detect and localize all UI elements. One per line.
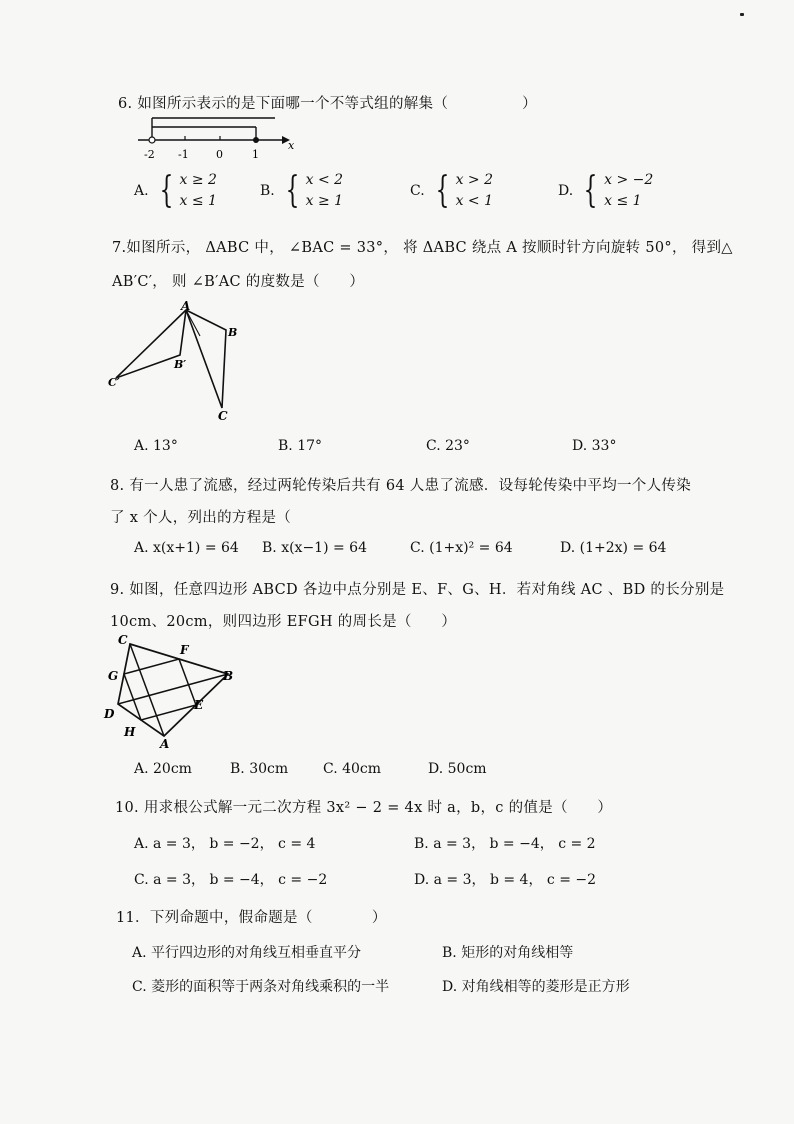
- label-d: D: [104, 707, 115, 721]
- q6-option-b[interactable]: [260, 170, 343, 212]
- q11-option-d[interactable]: D. 对角线相等的菱形是正方形: [442, 979, 630, 995]
- q10-option-b[interactable]: B. a = 3， b = −4， c = 2: [414, 836, 596, 852]
- q8-option-b[interactable]: B. x(x−1) = 64: [262, 540, 367, 556]
- q11-option-c[interactable]: C. 菱形的面积等于两条对角线乘积的一半: [132, 979, 390, 995]
- inequality: x > 2: [455, 172, 494, 188]
- q6-option-d[interactable]: [558, 170, 653, 212]
- q7-option-b[interactable]: B. 17°: [278, 438, 323, 454]
- q11-option-a[interactable]: A. 平行四边形的对角线互相垂直平分: [132, 945, 362, 961]
- option-label: B.: [260, 183, 275, 199]
- option-label: A.: [134, 183, 149, 199]
- q9-option-c[interactable]: C. 40cm: [323, 761, 382, 777]
- left-brace: {: [583, 170, 598, 211]
- label-g: G: [108, 669, 119, 683]
- label-b: B: [223, 669, 234, 683]
- label-b-prime: B′: [174, 358, 187, 371]
- inequality: x ≤ 1: [604, 193, 642, 209]
- q7-stem-line1: 7.如图所示， ΔABC 中， ∠BAC = 33°， 将 ΔABC 绕点 A 按顺时针方向旋转 50°， 得到△: [112, 240, 733, 256]
- open-point-minus2: [149, 137, 155, 143]
- q8-stem-line2: 了 x 个人，列出的方程是（: [110, 510, 292, 526]
- tick-label: -2: [144, 148, 155, 161]
- left-brace: {: [435, 170, 449, 211]
- q8-option-a[interactable]: A. x(x+1) = 64: [134, 540, 239, 556]
- tick-label: 0: [216, 148, 223, 161]
- left-brace: {: [285, 170, 300, 211]
- label-h: H: [124, 725, 136, 739]
- q7-option-d[interactable]: D. 33°: [572, 438, 617, 454]
- label-c: C: [218, 409, 228, 422]
- q7-stem-line2: AB′C′， 则 ∠B′AC 的度数是（ ）: [112, 274, 365, 290]
- q9-quadrilateral-figure: [100, 632, 245, 752]
- tick-label: 1: [252, 148, 259, 161]
- q6-option-a[interactable]: [134, 170, 217, 212]
- q7-option-a[interactable]: A. 13°: [134, 438, 178, 454]
- label-c: C: [118, 633, 128, 647]
- option-label: D.: [558, 183, 574, 199]
- q9-option-a[interactable]: A. 20cm: [134, 761, 192, 777]
- inequality: x ≤ 1: [179, 193, 217, 209]
- q9-stem-line2: 10cm、20cm，则四边形 EFGH 的周长是（ ）: [110, 614, 457, 630]
- axis-label-x: x: [288, 139, 295, 152]
- inequality: x ≥ 2: [179, 172, 217, 188]
- q8-option-d[interactable]: D. (1+2x) = 64: [560, 540, 667, 556]
- q10-stem: 10. 用求根公式解一元二次方程 3x² − 2 = 4x 时 a，b，c 的值是（ ）: [115, 800, 613, 816]
- inequality: x > −2: [604, 172, 654, 188]
- q8-stem-line1: 8. 有一人患了流感，经过两轮传染后共有 64 人患了流感．设每轮传染中平均一个人传染: [110, 478, 692, 494]
- label-a: A: [181, 300, 191, 313]
- q10-option-d[interactable]: D. a = 3， b = 4， c = −2: [414, 872, 597, 888]
- q7-option-c[interactable]: C. 23°: [426, 438, 470, 454]
- q10-option-c[interactable]: C. a = 3， b = −4， c = −2: [134, 872, 328, 888]
- label-a: A: [160, 737, 170, 751]
- inequality: x < 2: [305, 172, 344, 188]
- q6-stem: 6. 如图所示表示的是下面哪一个不等式组的解集（ ）: [118, 96, 537, 112]
- q7-rotation-figure: [104, 300, 254, 422]
- closed-point-1: [253, 137, 259, 143]
- q8-option-c[interactable]: C. (1+x)² = 64: [410, 540, 513, 556]
- q9-option-d[interactable]: D. 50cm: [428, 761, 487, 777]
- triangle-abc: [186, 310, 226, 408]
- label-e: E: [194, 698, 204, 712]
- q11-stem: 11．下列命题中，假命题是（ ）: [116, 910, 387, 926]
- quadrilateral-efgh: [124, 659, 196, 720]
- q6-option-c[interactable]: [410, 170, 493, 212]
- left-brace: {: [159, 170, 173, 211]
- scan-speck: [740, 13, 744, 16]
- tick-label: -1: [178, 148, 189, 161]
- q10-option-a[interactable]: A. a = 3， b = −2， c = 4: [134, 836, 316, 852]
- q6-number-line: [130, 112, 300, 162]
- q9-option-b[interactable]: B. 30cm: [230, 761, 289, 777]
- inequality: x < 1: [455, 193, 494, 209]
- label-f: F: [180, 643, 189, 657]
- label-c-prime: C′: [108, 376, 120, 389]
- diagonal-ac: [130, 644, 164, 736]
- label-b: B: [228, 326, 238, 339]
- q11-option-b[interactable]: B. 矩形的对角线相等: [442, 945, 574, 961]
- option-label: C.: [410, 183, 425, 199]
- q9-stem-line1: 9. 如图，任意四边形 ABCD 各边中点分别是 E、F、G、H．若对角线 AC 、BD 的长分别是: [110, 582, 725, 598]
- inequality: x ≥ 1: [305, 193, 344, 209]
